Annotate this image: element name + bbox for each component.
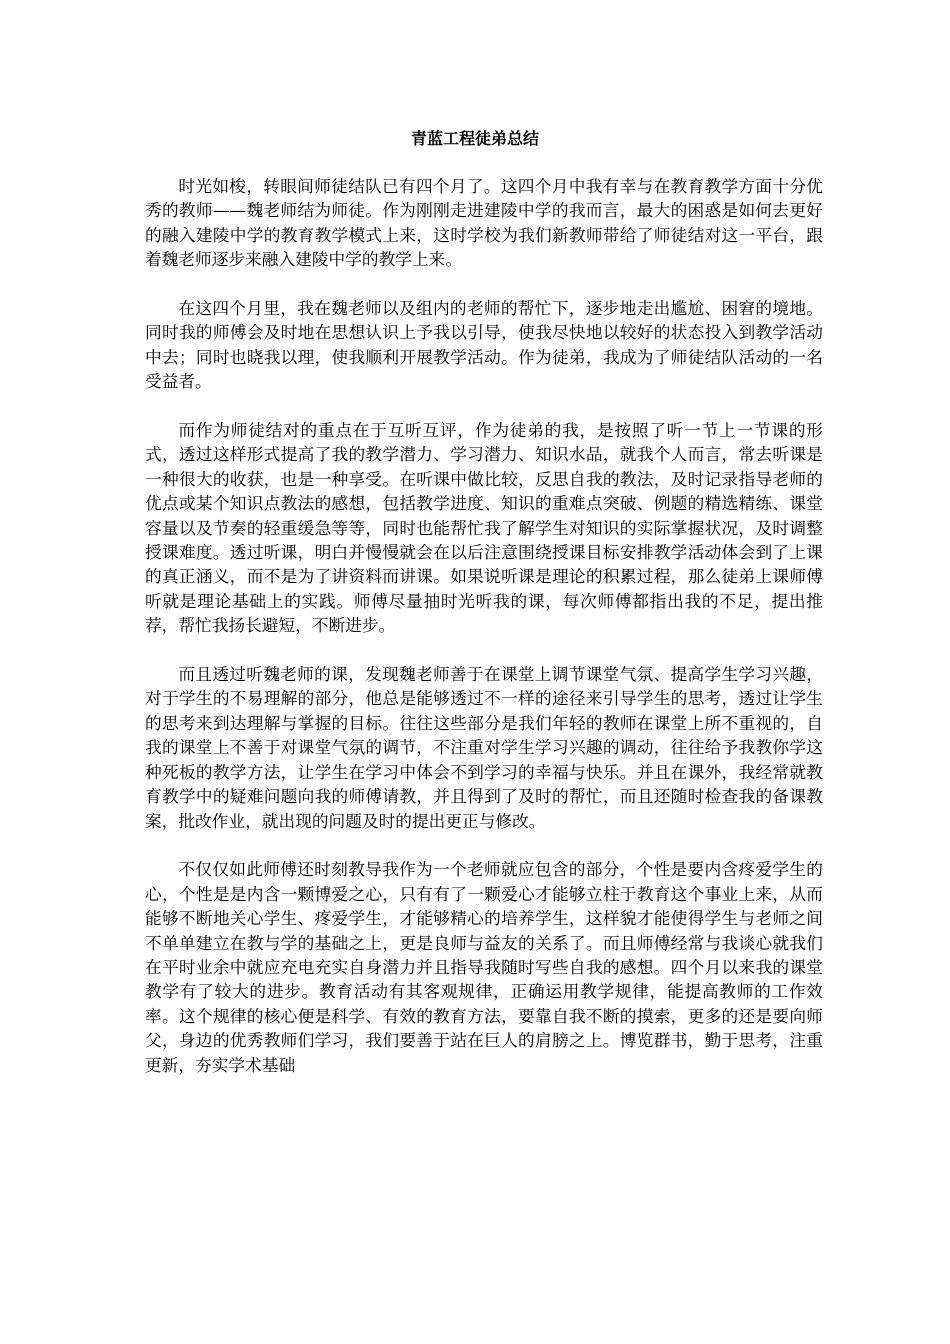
paragraph-5: 不仅仅如此师傅还时刻教导我作为一个老师就应包含的部分，个性是要内含疼爱学生的心，个性是是内含一颗博爱之心，只有有了一颗爱心才能够立柱于教育这个事业上来，从而能够不断地关心学生、疼爱学生，才能够精心的培养学生，这样貌才能使得学生与老师之间不单单建立在教与学的基础之上，更是良师与益友的关系了。而且师傅经常与我谈心就我们在平时业余中就应充电充实自身潜力并且指导我随时写些自我的感想。四个月以来我的课堂教学有了较大的进步。教育活动有其客观规律，正确运用教学规律，能提高教师的工作效率。这个规律的核心便是科学、有效的教育方法，要靠自我不断的摸索，更多的还是要向师父，身边的优秀教师们学习，我们要善于站在巨人的肩膀之上。博览群书，勤于思考，注重更新，夯实学术基础 bbox=[145, 859, 823, 1075]
paragraph-4: 而且透过听魏老师的课，发现魏老师善于在课堂上调节课堂气氛、提高学生学习兴趣，对于学生的不易理解的部分，他总是能够透过不一样的途径来引导学生的思考，透过让学生的思考来到达理解与掌握的目标。往往这些部分是我们年轻的教师在课堂上所不重视的，自我的课堂上不善于对课堂气氛的调节，不注重对学生学习兴趣的调动，往往给予我教你学这种死板的教学方法，让学生在学习中体会不到学习的幸福与快乐。并且在课外，我经常就教育教学中的疑难问题向我的师傅请教，并且得到了及时的帮忙，而且还随时检查我的备课教案，批改作业，就出现的问题及时的提出更正与修改。 bbox=[145, 664, 823, 831]
document-body bbox=[145, 174, 823, 1077]
paragraph-2: 在这四个月里，我在魏老师以及组内的老师的帮忙下，逐步地走出尴尬、困窘的境地。同时我的师傅会及时地在思想认识上予我以引导，使我尽快地以较好的状态投入到教学活动中去；同时也晓我以理，使我顺利开展教学活动。作为徒弟，我成为了师徒结队活动的一名受益者。 bbox=[145, 298, 823, 392]
paragraph-1: 时光如梭，转眼间师徒结队已有四个月了。这四个月中我有幸与在教育教学方面十分优秀的教师——魏老师结为师徒。作为刚刚走进建陵中学的我而言，最大的困惑是如何去更好的融入建陵中学的教育教学模式上来，这时学校为我们新教师带给了师徒结对这一平台，跟着魏老师逐步来融入建陵中学的教学上来。 bbox=[145, 176, 823, 270]
paragraph-3: 而作为师徒结对的重点在于互听互评，作为徒弟的我，是按照了听一节上一节课的形式，透过这样形式提高了我的教学潜力、学习潜力、知识水品，就我个人而言，常去听课是一种很大的收获，也是一种享受。在听课中做比较，反思自我的教法，及时记录指导老师的优点或某个知识点教法的感想，包括教学进度、知识的重难点突破、例题的精选精练、课堂容量以及节奏的轻重缓急等等，同时也能帮忙我了解学生对知识的实际掌握状况，及时调整授课难度。透过听课，明白并慢慢就会在以后注意围绕授课目标安排教学活动体会到了上课的真正涵义，而不是为了讲资料而讲课。如果说听课是理论的积累过程，那么徒弟上课师傅听就是理论基础上的实践。师傅尽量抽时光听我的课，每次师傅都指出我的不足，提出推荐，帮忙我扬长避短，不断进步。 bbox=[145, 420, 823, 636]
document-title: 青蓝工程徒弟总结 bbox=[410, 129, 539, 148]
